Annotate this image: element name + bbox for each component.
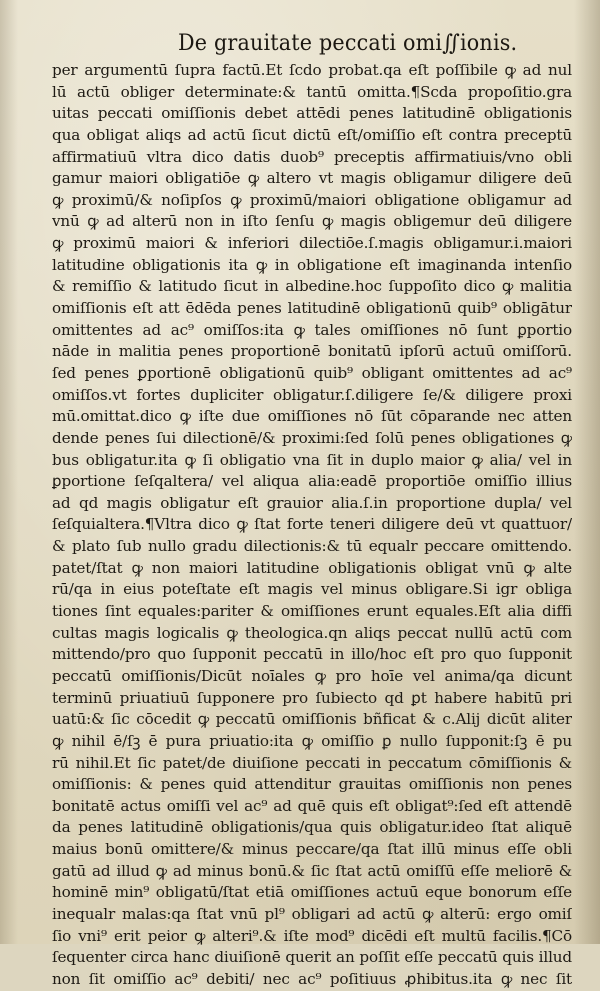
text-line: rū/qa in eius poteſtate eſt magis vel minus obligare.Si igr obliga xyxy=(52,580,572,599)
text-line: bonitatē actus omiſſi vel ac⁹ ad quē quis eſt obligat⁹:ſed eſt attendē xyxy=(52,796,572,815)
text-line: uatū:& ſic cōcedit ꝙ peccatū omiſſionis bñficat & c.Alij dicūt aliter xyxy=(52,710,572,729)
text-line: uitas peccati omiſſionis debet attēdi penes latitudinē obligationis xyxy=(52,104,572,123)
text-line: mittendo/pro quo ſupponit peccatū in illo/hoc eſt pro quo ſupponit xyxy=(52,645,572,664)
text-line: omiſſionis: & penes quid attenditur grauitas omiſſionis non penes xyxy=(52,775,572,794)
chapter-heading: De grauitate peccati omi∬ionis. xyxy=(178,31,518,56)
text-line: cultas magis logicalis ꝙ theologica.qn aliqs peccat nullū actū com xyxy=(52,623,572,642)
text-line: rū nihil.Et ſic patet/de diuiſione peccati in peccatum cōmiſſionis & xyxy=(52,753,572,772)
text-line: inequalr malas:qa ſtat vnū pl⁹ obligari ad actū ꝙ alterū: ergo omiſ xyxy=(52,904,572,923)
text-line: peccatū omiſſionis/Dicūt noīales ꝙ pro hoīe vel anima/qa dicunt xyxy=(52,666,572,685)
text-line: & plato ſub nullo gradu dilectionis:& tū equalr peccare omittendo. xyxy=(52,537,572,556)
text-line: tiones ſint equales:pariter & omiſſiones erunt equales.Eſt alia diffi xyxy=(52,602,572,621)
text-line: mū.omittat.dico ꝙ iſte due omiſſiones nō ſūt cōparande nec atten xyxy=(52,407,572,426)
text-line: vnū ꝙ ad alterū non in iſto ſenſu ꝙ magis obligemur deū diligere xyxy=(52,212,572,231)
text-line: lū actū obliger determinate:& tantū omitta.¶Scda propoſitio.gra xyxy=(52,82,572,101)
text-line: terminū priuatiuū ſupponere pro ſubiecto qd ꝑt habere habitū pri xyxy=(52,688,572,707)
page-left-edge-shadow xyxy=(0,0,18,944)
text-line: hominē min⁹ obligatū/ſtat etiā omiſſiones actuū eque bonorum eſſe xyxy=(52,883,572,902)
text-line: & remiſſio & latitudo ſicut in albedine.hoc ſuppoſito dico ꝙ malitia xyxy=(52,277,572,296)
text-line: affirmatiuū vltra dico datis duob⁹ preceptis affirmatiuis/vno obli xyxy=(52,147,572,166)
body-text xyxy=(52,60,572,991)
text-line: ſed penes ꝑportionē obligationū quib⁹ obligant omittentes ad ac⁹ xyxy=(52,363,572,382)
text-line: ſeſquialtera.¶Vltra dico ꝙ ſtat forte teneri diligere deū vt quattuor/ xyxy=(52,515,572,534)
text-line: omittentes ad ac⁹ omiſſos:ita ꝙ tales omiſſiones nō ſunt ꝑportio xyxy=(52,320,572,339)
text-line: nāde in malitia penes proportionē bonitatū ipſorū actuū omiſſorū. xyxy=(52,342,572,361)
text-line: per argumentū ſupra factū.Et ſcdo probat.qa eſt poſſibile ꝙ ad nul xyxy=(52,61,572,79)
page-right-edge-shadow xyxy=(574,0,600,944)
text-line: qua obligat aliqs ad actū ſicut dictū eſt/omiſſio eſt contra preceptū xyxy=(52,125,572,144)
text-line: non ſit omiſſio ac⁹ debiti/ nec ac⁹ poſitiuus ꝓhibitus.ita ꝙ nec ſit xyxy=(52,969,572,988)
text-line: ſequenter circa hanc diuiſionē querit an poſſit eſſe peccatū quis illud xyxy=(52,948,572,967)
text-line: ad qd magis obligatur eſt grauior alia.ſ.in proportione dupla/ vel xyxy=(52,493,572,512)
text-line: ꝙ proximū maiori & inferiori dilectiōe.ſ.magis obligamur.i.maiori xyxy=(52,234,572,253)
text-line: ꝙ nihil ē/ſꝫ ē pura priuatio:ita ꝙ omiſſio ꝑ nullo ſupponit:ſꝫ ē pu xyxy=(52,731,572,750)
text-line: dende penes ſui dilectionē/& proximi:ſed ſolū penes obligationes ꝙ xyxy=(52,428,572,447)
text-line: ꝙ proximū/& noſipſos ꝙ proximū/maiori obligatione obligamur ad xyxy=(52,190,572,209)
text-line: maius bonū omittere/& minus peccare/qa ſtat illū minus eſſe obli xyxy=(52,840,572,859)
text-line: omiſſionis eſt att ēdēda penes latitudinē obligationū quib⁹ obligātur xyxy=(52,299,572,318)
text-line: ꝑportione ſeſqaltera/ vel aliqua alia:eadē proportiōe omiſſio illius xyxy=(52,472,572,491)
text-line: ſio vni⁹ erit peior ꝙ alteri⁹.& iſte mod⁹ dicēdi eſt multū facilis.¶Cō xyxy=(52,926,572,945)
text-line: omiſſos.vt fortes dupliciter obligatur.ſ.diligere ſe/& diligere proxi xyxy=(52,385,572,404)
text-line: gamur maiori obligatiōe ꝙ altero vt magis obligamur diligere deū xyxy=(52,169,572,188)
text-line: bus obligatur.ita ꝙ ſi obligatio vna ſit in duplo maior ꝙ alia/ vel in xyxy=(52,450,572,469)
text-line: da penes latitudinē obligationis/qua quis obligatur.ideo ſtat aliquē xyxy=(52,818,572,837)
text-line: latitudine obligationis ita ꝙ in obligatione eſt imaginanda intenſio xyxy=(52,255,572,274)
text-line: patet/ſtat ꝙ non maiori latitudine obligationis obligat vnū ꝙ alte xyxy=(52,558,572,577)
text-line: gatū ad illud ꝙ ad minus bonū.& ſic ſtat actū omiſſū eſſe meliorē & xyxy=(52,861,572,880)
